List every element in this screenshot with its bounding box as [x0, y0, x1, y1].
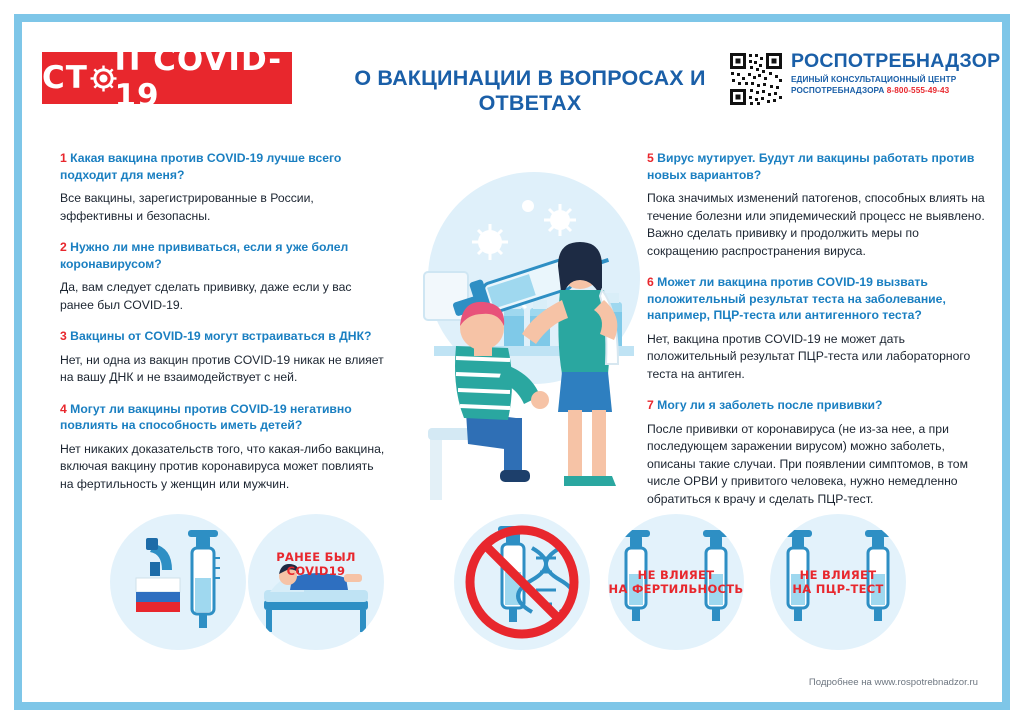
question-2-number: 2 [60, 240, 67, 254]
icon-4-caption-line1: НЕ ВЛИЯЕТ [637, 568, 715, 582]
left-column [60, 150, 387, 507]
qa-item-4 [60, 401, 387, 494]
patient-bed-icon [248, 514, 384, 650]
question-7-number: 7 [647, 398, 654, 412]
microscope-syringe-icon [110, 514, 246, 650]
question-5 [647, 150, 992, 183]
question-1-number: 1 [60, 151, 67, 165]
org-phone: 8-800-555-49-43 [886, 86, 950, 95]
answer-7: После прививки от коронавируса (не из-за нее, а при последующем заражении вирусом) можно заболеть, описаны такие случаи. При появлении симптомов, в том числе ОРВИ у привитого человека, нужно немедленно обратиться к врачу и сделать ПЦР-тест. [647, 421, 968, 506]
footer-note: Подробнее на www.rospotrebnadzor.ru [808, 677, 978, 688]
question-6-number: 6 [647, 275, 654, 289]
question-3-number: 3 [60, 329, 67, 343]
page-title: О ВАКЦИНАЦИИ В ВОПРОСАХ И ОТВЕТАХ [354, 66, 706, 115]
question-4-number: 4 [60, 401, 67, 416]
icon-4-caption-line2: НА ФЕРТИЛЬНОСТЬ [608, 582, 744, 596]
answer-5: Пока значимых изменений патогенов, способных влиять на течение болезни или эпидемический процесс не выявлено. Важно сделать прививку и продолжить меры по сокращению распространения вируса. [647, 191, 985, 258]
qa-item-3 [60, 328, 387, 387]
qa-item-2 [60, 239, 387, 314]
qa-item-5 [647, 150, 992, 260]
icon-5-caption-line1: НЕ ВЛИЯЕТ [799, 568, 877, 582]
question-6-text: Может ли вакцина против COVID-19 вызвать положительный результат теста на заболевание, например, ПЦР-теста или антигенного теста? [647, 275, 946, 322]
icons-row [22, 514, 1002, 654]
logo-text-right: П COVID-19 [114, 42, 283, 114]
question-7-text: Могу ли я заболеть после прививки? [657, 398, 883, 412]
qa-item-1 [60, 150, 387, 225]
question-2 [60, 239, 387, 272]
icon-4-caption [608, 568, 744, 596]
dna-prohibited-icon [454, 514, 590, 650]
question-5-number: 5 [647, 151, 654, 165]
org-sub-line1: ЕДИНЫЙ КОНСУЛЬТАЦИОННЫЙ ЦЕНТР [791, 75, 957, 84]
answer-2: Да, вам следует сделать прививку, даже если у вас ранее был COVID-19. [60, 280, 352, 312]
question-4 [60, 401, 387, 434]
right-column [647, 150, 992, 522]
question-1-text: Какая вакцина против COVID-19 лучше всего подходит для меня? [60, 151, 342, 182]
fertility-syringe-icon [608, 514, 744, 650]
question-3 [60, 328, 387, 345]
pcr-syringe-icon [770, 514, 906, 650]
org-sub-line2-wrap [791, 85, 956, 96]
icon-2-caption [248, 550, 384, 578]
answer-1: Все вакцины, зарегистрированные в России, эффективны и безопасны. [60, 191, 314, 223]
question-3-text: Вакцины от COVID-19 могут встраиваться в ДНК? [70, 329, 372, 343]
answer-6: Нет, вакцина против COVID-19 не может дать положительный результат ПЦР-теста или лабораторного теста на антиген. [647, 331, 971, 381]
answer-3: Нет, ни одна из вакцин против COVID-19 никак не влияет на вашу ДНК и не взаимодействует с ней. [60, 352, 384, 384]
vaccination-illustration [412, 150, 652, 540]
icon-2-caption-line2: COVID19 [286, 564, 346, 578]
qa-item-6 [647, 274, 992, 383]
logo-text-left: СТ [42, 60, 88, 96]
question-5-text: Вирус мутирует. Будут ли вакцины работать против новых вариантов? [647, 151, 975, 182]
org-name: РОСПОТРЕБНАДЗОР [791, 50, 1001, 72]
qr-code-icon[interactable] [729, 52, 783, 106]
question-2-text: Нужно ли мне прививаться, если я уже болел коронавирусом? [60, 240, 349, 271]
stop-covid-logo-text [42, 42, 292, 114]
icon-5-caption [770, 568, 906, 596]
rospotrebnadzor-block [729, 50, 1001, 110]
org-subtitle [791, 74, 956, 96]
question-7 [647, 397, 992, 414]
answer-4: Нет никаких доказательств того, что какая-либо вакцина, включая вакцину против коронавируса может повлиять на фертильность у женщин или мужчин. [60, 441, 385, 491]
question-6 [647, 274, 992, 324]
header [22, 22, 1002, 114]
question-4-text: Могут ли вакцины против COVID-19 негативно повлиять на способность иметь детей? [60, 401, 352, 432]
org-sub-line2: РОСПОТРЕБНАДЗОРА [791, 86, 885, 95]
virus-icon [90, 65, 113, 92]
qa-item-7 [647, 397, 992, 508]
question-1 [60, 150, 387, 183]
icon-5-caption-line2: НА ПЦР-ТЕСТ [792, 582, 884, 596]
poster-inner [22, 22, 1002, 702]
stop-covid-logo [42, 42, 292, 114]
icon-2-caption-line1: РАНЕЕ БЫЛ [276, 550, 356, 564]
